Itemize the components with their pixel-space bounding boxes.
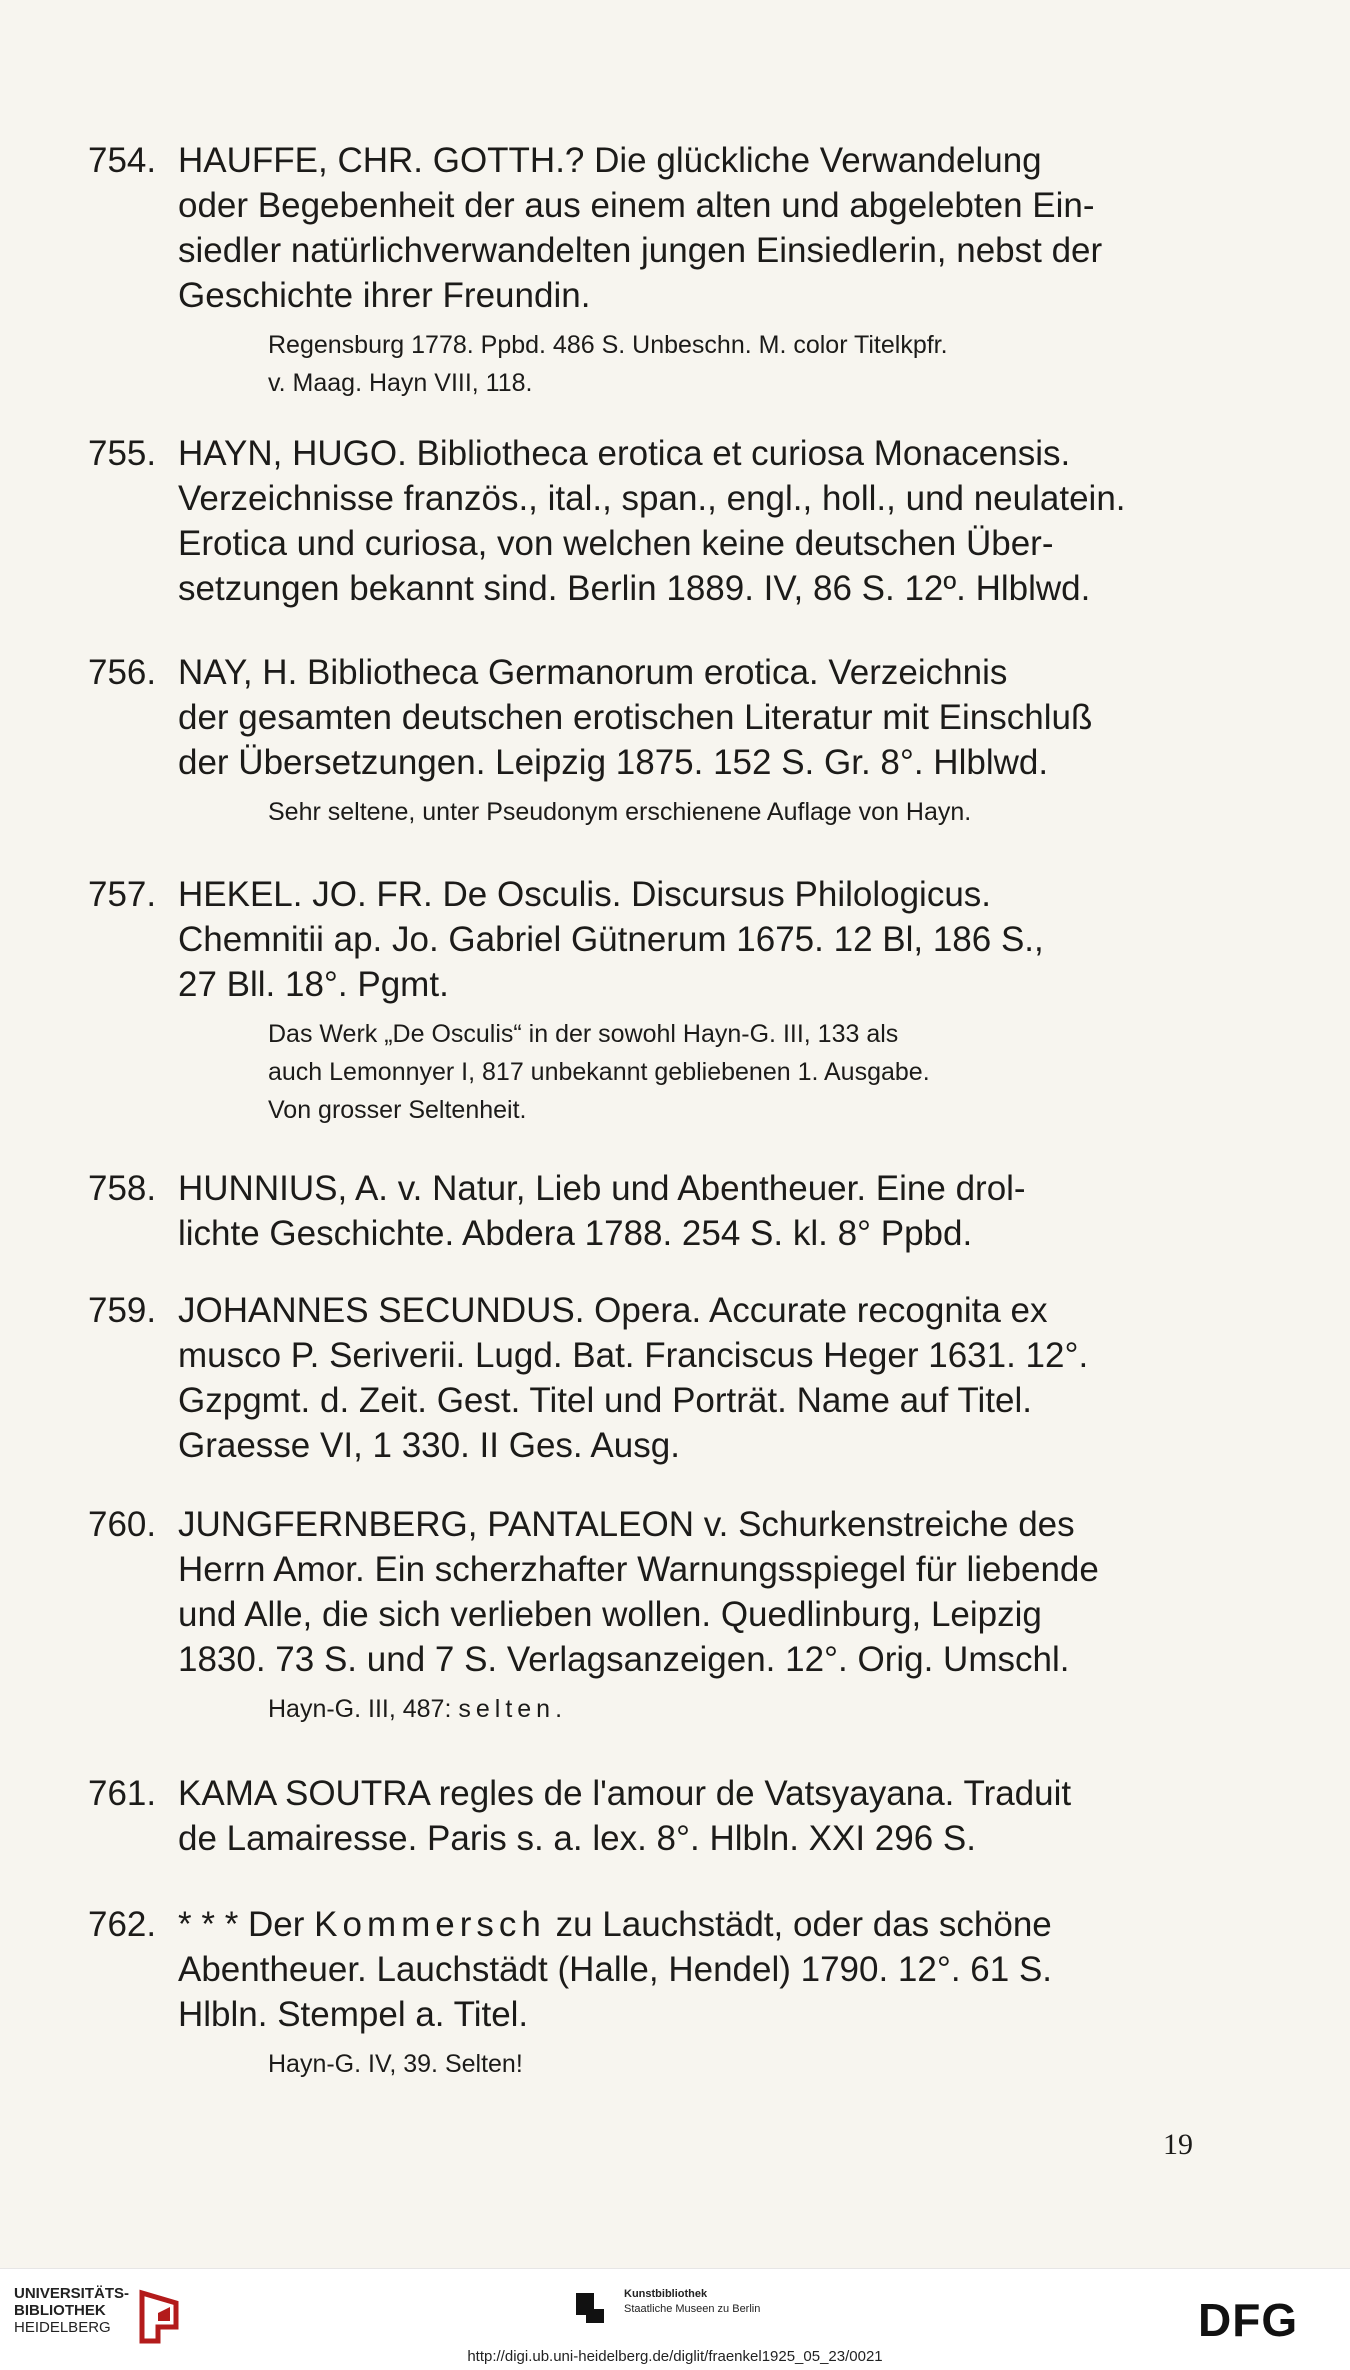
entry-line: siedler natürlichverwandelten jungen Einsiedlerin, nebst der <box>178 231 1103 270</box>
entry-line: NAY, H. Bibliotheca Germanorum erotica. Verzeichnis <box>178 653 1008 692</box>
entry-line: Herrn Amor. Ein scherzhafter Warnungsspiegel für liebende <box>178 1550 1099 1589</box>
dfg-logo[interactable]: DFG <box>1198 2294 1299 2346</box>
entry-line: Verzeichnisse französ., ital., span., engl., holl., und neulatein. <box>178 479 1126 518</box>
entry-759 <box>88 1288 1190 1468</box>
entry-number: 758. <box>88 1169 157 1208</box>
entry-line: Erotica und curiosa, von welchen keine deutschen Über- <box>178 524 1054 563</box>
entry-line: 27 Bll. 18°. Pgmt. <box>178 965 449 1004</box>
entry-line: der Übersetzungen. Leipzig 1875. 152 S. Gr. 8°. Hlblwd. <box>178 743 1049 782</box>
footer-bar: UNIVERSITÄTS- BIBLIOTHEK HEIDELBERG Kunstbibliothek Staatliche Museen zu Berlin DFG http://digi.ub.uni-heidelberg.de/diglit/fraenkel1925_05_23/0021 <box>0 2268 1350 2370</box>
entry-number: 755. <box>88 434 157 473</box>
entry-762: 762. * * * Der Kommersch zu Lauchstädt, oder das schöne Abentheuer. Lauchstädt (Halle, Hendel) 1790. 12°. 61 S. Hlbln. Stempel a. Titel. Hayn-G. IV, 39. Selten! <box>88 1902 1190 2083</box>
entry-line: setzungen bekannt sind. Berlin 1889. IV, 86 S. 12º. Hlblwd. <box>178 569 1091 608</box>
entry-note: Regensburg 1778. Ppbd. 486 S. Unbeschn. M. color Titelkpfr. v. Maag. Hayn VIII, 118. <box>268 331 948 397</box>
entry-line: Abentheuer. Lauchstädt (Halle, Hendel) 1790. 12°. 61 S. <box>178 1950 1053 1989</box>
entry-line: HAUFFE, CHR. GOTTH.? Die glückliche Verwandelung <box>178 141 1042 180</box>
entry-line: musco P. Seriverii. Lugd. Bat. Franciscus Heger 1631. 12°. <box>178 1336 1089 1375</box>
entry-number: 761. <box>88 1774 157 1813</box>
entry-line: KAMA SOUTRA regles de l'amour de Vatsyayana. Traduit <box>178 1774 1072 1813</box>
entry-line: JOHANNES SECUNDUS. Opera. Accurate recognita ex <box>178 1291 1048 1330</box>
entry-number: 762. <box>88 1905 157 1944</box>
entry-line: JUNGFERNBERG, PANTALEON v. Schurkenstreiche des <box>178 1505 1075 1544</box>
entry-754 <box>88 138 1190 402</box>
entry-note: Das Werk „De Osculis“ in der sowohl Hayn-G. III, 133 als auch Lemonnyer I, 817 unbekannt gebliebenen 1. Ausgabe. Von grosser Seltenheit. <box>268 1020 930 1124</box>
entry-757 <box>88 872 1190 1129</box>
entry-note: Hayn-G. III, 487: selten. <box>268 1695 568 1723</box>
university-library-icon <box>136 2283 186 2345</box>
entry-line: 1830. 73 S. und 7 S. Verlagsanzeigen. 12°. Orig. Umschl. <box>178 1640 1070 1679</box>
university-library-logo[interactable]: UNIVERSITÄTS- BIBLIOTHEK HEIDELBERG <box>14 2285 130 2336</box>
kunstbibliothek-icon <box>576 2293 604 2323</box>
entry-line: lichte Geschichte. Abdera 1788. 254 S. kl. 8° Ppbd. <box>178 1214 973 1253</box>
entry-note: Sehr seltene, unter Pseudonym erschienene Auflage von Hayn. <box>268 798 972 826</box>
entry-line: de Lamairesse. Paris s. a. lex. 8°. Hlbln. XXI 296 S. <box>178 1819 976 1858</box>
entry-number: 756. <box>88 653 157 692</box>
entry-number: 754. <box>88 141 157 180</box>
entry-line: Geschichte ihrer Freundin. <box>178 276 591 315</box>
entry-760 <box>88 1502 1190 1728</box>
source-url[interactable]: http://digi.ub.uni-heidelberg.de/diglit/fraenkel1925_05_23/0021 <box>467 2348 883 2365</box>
entry-755 <box>88 431 1190 611</box>
entry-number: 757. <box>88 875 157 914</box>
entry-number: 760. <box>88 1505 157 1544</box>
entry-line: Chemnitii ap. Jo. Gabriel Gütnerum 1675. 12 Bl, 186 S., <box>178 920 1044 959</box>
entry-line: HEKEL. JO. FR. De Osculis. Discursus Philologicus. <box>178 875 992 914</box>
entry-line: und Alle, die sich verlieben wollen. Quedlinburg, Leipzig <box>178 1595 1042 1634</box>
entry-line: HAYN, HUGO. Bibliotheca erotica et curiosa Monacensis. <box>178 434 1071 473</box>
entry-line: HUNNIUS, A. v. Natur, Lieb und Abentheuer. Eine drol- <box>178 1169 1026 1208</box>
entry-line: der gesamten deutschen erotischen Literatur mit Einschluß <box>178 698 1093 737</box>
entry-761 <box>88 1771 1190 1861</box>
entry-line: Hlbln. Stempel a. Titel. <box>178 1995 529 2034</box>
entry-note: Hayn-G. IV, 39. Selten! <box>268 2050 523 2078</box>
entry-line: Gzpgmt. d. Zeit. Gest. Titel und Porträt. Name auf Titel. <box>178 1381 1032 1420</box>
entry-758 <box>88 1166 1190 1256</box>
entry-line: Graesse VI, 1 330. II Ges. Ausg. <box>178 1426 680 1465</box>
entry-756 <box>88 650 1190 831</box>
page-number: 19 <box>1163 2128 1193 2161</box>
entry-number: 759. <box>88 1291 157 1330</box>
entry-line: oder Begebenheit der aus einem alten und abgelebten Ein- <box>178 186 1095 225</box>
